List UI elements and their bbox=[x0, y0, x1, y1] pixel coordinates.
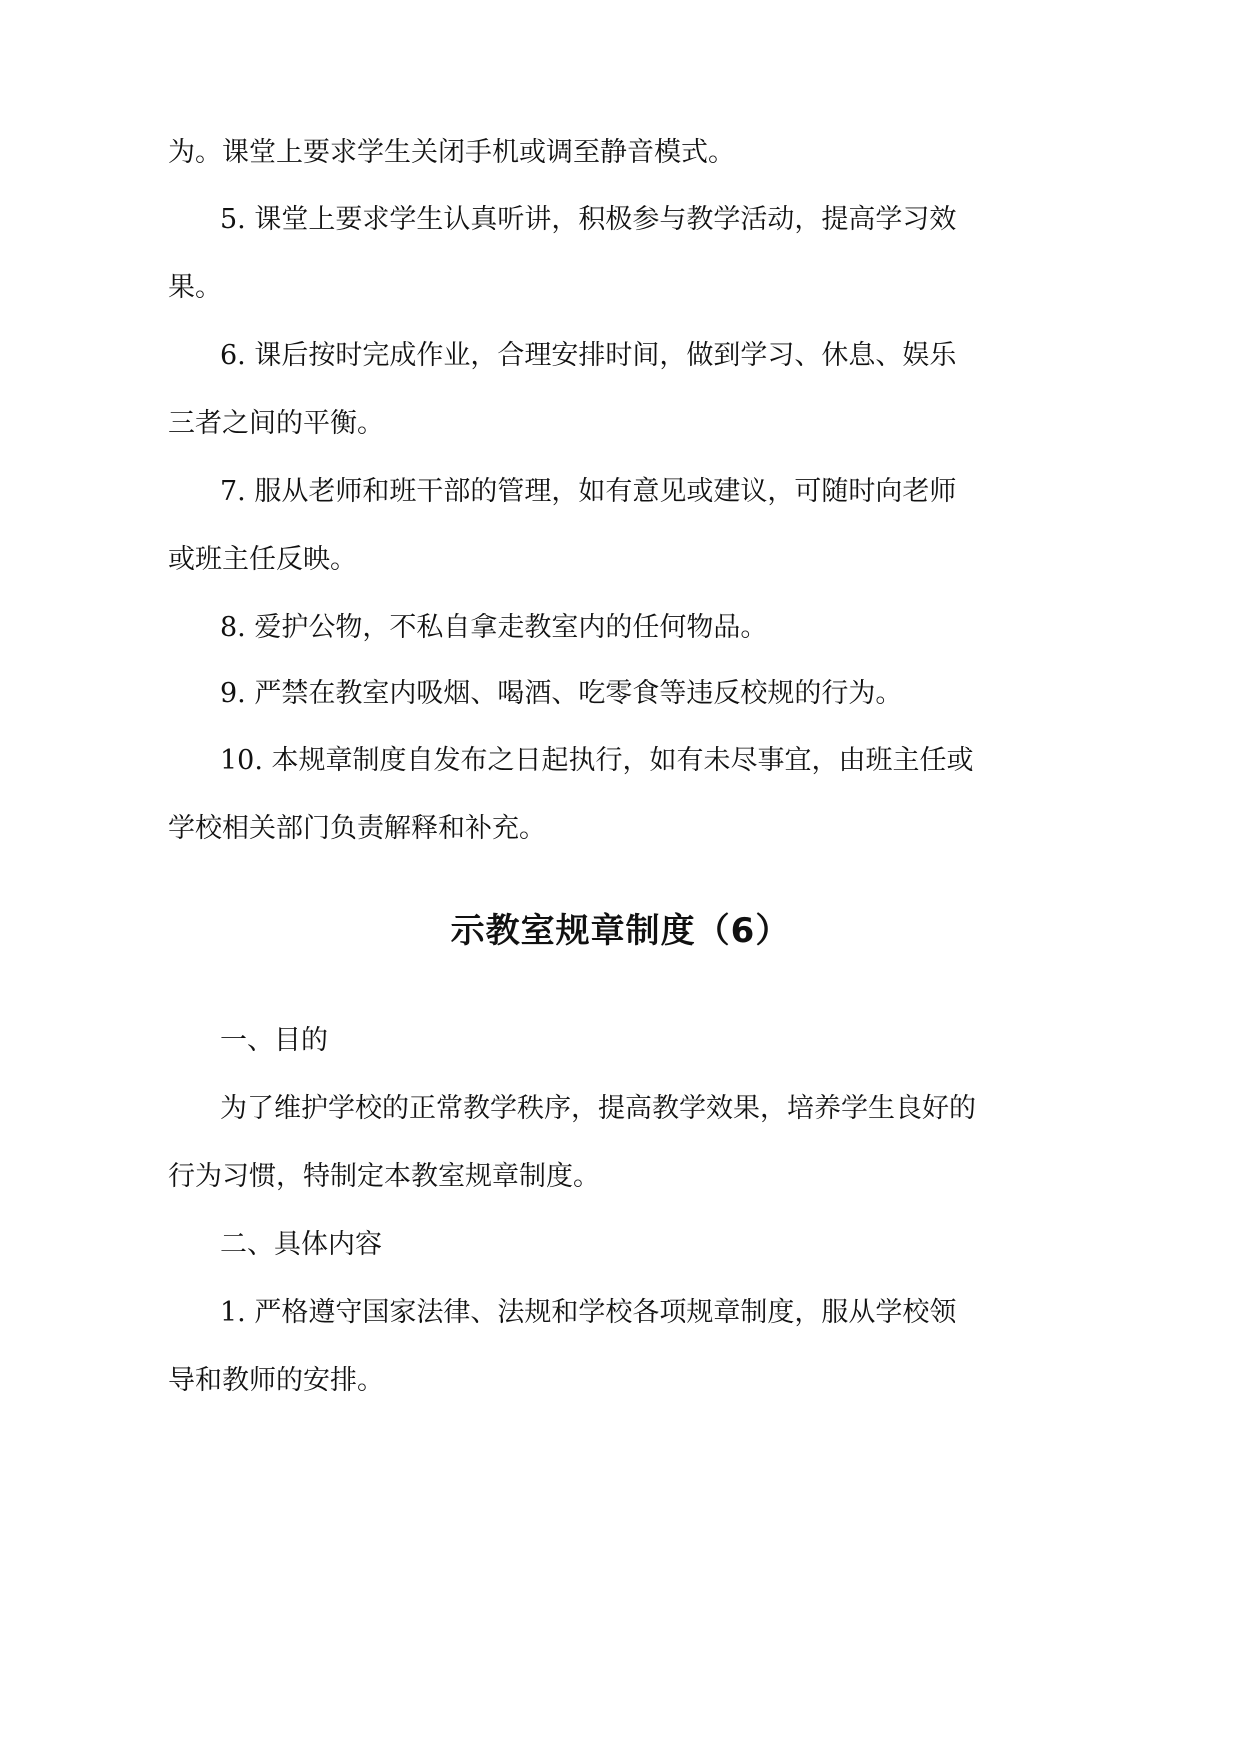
section-title: 示教室规章制度（6） bbox=[450, 911, 791, 951]
rule-item-8: 8. 爱护公物，不私自拿走教室内的任何物品。 bbox=[220, 612, 768, 643]
rule-item-6: 6. 课后按时完成作业，合理安排时间，做到学习、休息、娱乐 bbox=[220, 340, 957, 371]
purpose-heading: 一、目的 bbox=[220, 1025, 328, 1056]
rule-item-6-cont: 三者之间的平衡。 bbox=[168, 408, 384, 439]
purpose-text-cont: 行为习惯，特制定本教室规章制度。 bbox=[168, 1161, 600, 1192]
content-item-1: 1. 严格遵守国家法律、法规和学校各项规章制度，服从学校领 bbox=[220, 1297, 957, 1328]
rule-item-5-cont: 果。 bbox=[168, 272, 222, 303]
paragraph-line: 为。课堂上要求学生关闭手机或调至静音模式。 bbox=[168, 137, 735, 168]
rule-item-9: 9. 严禁在教室内吸烟、喝酒、吃零食等违反校规的行为。 bbox=[220, 678, 903, 709]
content-item-1-cont: 导和教师的安排。 bbox=[168, 1365, 384, 1396]
rule-item-7: 7. 服从老师和班干部的管理，如有意见或建议，可随时向老师 bbox=[220, 476, 957, 507]
rule-item-5: 5. 课堂上要求学生认真听讲，积极参与教学活动，提高学习效 bbox=[220, 204, 957, 235]
rule-item-7-cont: 或班主任反映。 bbox=[168, 544, 357, 575]
rule-item-10-cont: 学校相关部门负责解释和补充。 bbox=[168, 813, 546, 844]
purpose-text: 为了维护学校的正常教学秩序，提高教学效果，培养学生良好的 bbox=[220, 1093, 976, 1124]
content-heading: 二、具体内容 bbox=[220, 1229, 382, 1260]
rule-item-10: 10. 本规章制度自发布之日起执行，如有未尽事宜，由班主任或 bbox=[220, 745, 974, 776]
